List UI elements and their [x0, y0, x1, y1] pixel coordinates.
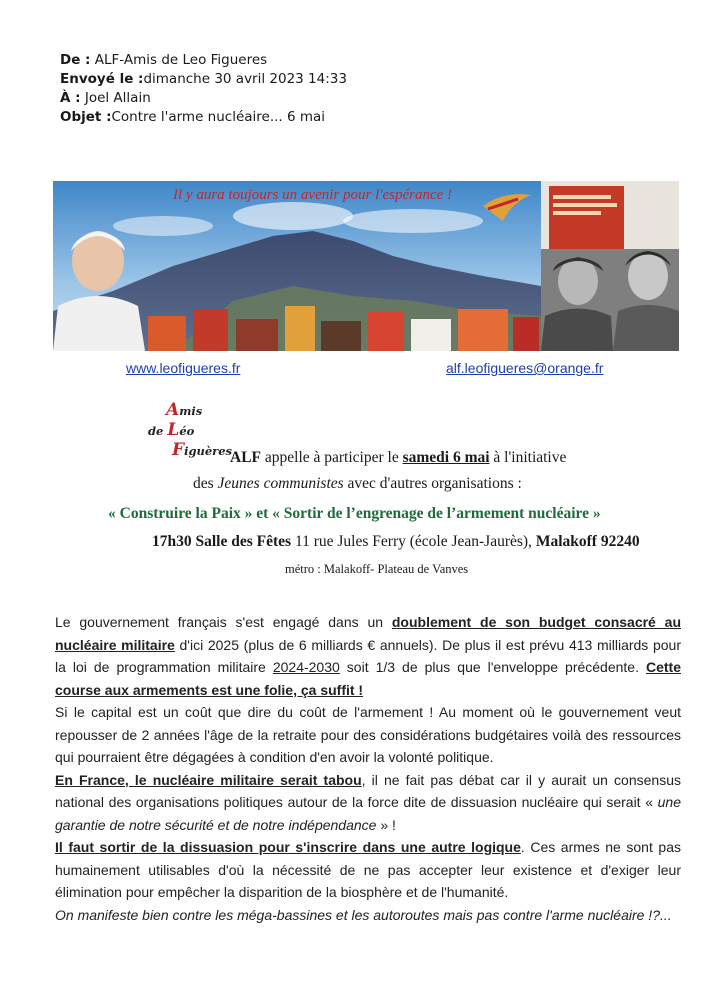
- sent-value: dimanche 30 avril 2023 14:33: [143, 71, 347, 87]
- paragraph-5: [55, 904, 681, 927]
- alf-logo: [138, 400, 238, 464]
- sent-line: [60, 70, 347, 89]
- event-city: Malakoff 92240: [535, 533, 640, 550]
- invite-line-1: [230, 449, 566, 467]
- email-header: [60, 51, 347, 127]
- paragraph-3: En France, le nucléaire militaire serait tabou, il ne fait pas débat car il y aurait un consensus national des organisations politiques autour de la force dite de dissuasion nucléaire qui serait « une garantie de notre sécurité et de notre indépendance » !: [55, 771, 681, 833]
- banner-image: [53, 181, 679, 351]
- paragraph-1: Le gouvernement français s'est engagé dans un doublement de son budget consacré au nucléaire militaire d'ici 2025 (plus de 6 milliards € annuels). De plus il est prévu 413 milliards pour la loi de programmation militaire 2024-2030 soit 1/3 de plus que l'enveloppe précédente. Cette course aux armements est une folie, ça suffit !: [55, 614, 682, 698]
- subject-value: Contre l'arme nucléaire... 6 mai: [111, 109, 326, 125]
- highlight-budget: doublement de son budget consacré au nucléaire militaire: [55, 614, 682, 653]
- event-address: 11 rue Jules Ferry (école Jean-Jaurès),: [291, 533, 536, 550]
- from-line: [60, 51, 347, 70]
- closing-remark: On manifeste bien contre les méga-bassines et les autoroutes mais pas contre l'arme nucléaire !?...: [55, 906, 672, 923]
- paragraph-4: Il faut sortir de la dissuasion pour s'inscrire dans une autre logique. Ces armes ne sont pas humainement utilisables d'où la nécessité de ne pas accepter leur existence et d'exiger leur élimination pour empêcher la disparition de la biosphère et de l'humanité.: [55, 839, 681, 900]
- to-value: Joel Allain: [84, 90, 151, 106]
- logo-line-figueres: Figuères: [172, 440, 233, 460]
- paragraph-2: Si le capital est un coût que dire du coût de l'armement ! Au moment où le gouvernement veut repousser de 2 années l'âge de la retraite pour des considérations budgétaires voilà des ressources qui pourraient être dégagées à condition d'en avoir la volonté politique.: [55, 704, 681, 765]
- invite-text-b: à l'initiative: [489, 449, 567, 466]
- invite-line-2: [193, 475, 522, 493]
- email-link[interactable]: alf.leofigueres@orange.fr: [446, 360, 604, 376]
- quote-guarantee: une garantie de notre sécurité et de notre indépendance: [55, 794, 681, 833]
- banner-motto: Il y aura toujours un avenir pour l'espérance !: [173, 187, 453, 203]
- banner-illustration: [53, 181, 679, 351]
- highlight-taboo: En France, le nucléaire militaire serait tabou: [55, 771, 362, 788]
- years-range: 2024-2030: [272, 659, 340, 675]
- website-link[interactable]: www.leofigueres.fr: [126, 360, 241, 376]
- logo-line-de-leo: de Léo: [148, 420, 195, 440]
- alf-acronym: ALF: [230, 449, 261, 466]
- event-date: samedi 6 mai: [402, 449, 490, 466]
- logo-line-amis: Amis: [166, 400, 203, 420]
- from-label: De :: [60, 52, 91, 68]
- from-value: ALF-Amis de Leo Figueres: [94, 52, 268, 68]
- subject-line: [60, 108, 347, 127]
- body-text: [55, 611, 681, 926]
- event-slogan: « Construire la Paix » et « Sortir de l’engrenage de l’armement nucléaire »: [108, 505, 601, 522]
- highlight-logic: Il faut sortir de la dissuasion pour s'inscrire dans une autre logique: [55, 839, 521, 855]
- organizer-name: Jeunes communistes: [217, 475, 344, 492]
- invite-text-c: des: [193, 475, 218, 492]
- sent-label: Envoyé le :: [60, 71, 144, 87]
- invite-text-a: appelle à participer le: [261, 449, 403, 466]
- event-time-place: 17h30 Salle des Fêtes: [152, 533, 292, 550]
- metro-info: métro : Malakoff- Plateau de Vanves: [285, 562, 469, 576]
- to-label: À :: [60, 90, 81, 106]
- highlight-folly: Cette course aux armements est une folie, ça suffit !: [55, 659, 681, 698]
- to-line: [60, 89, 347, 108]
- subject-label: Objet :: [60, 109, 112, 125]
- invite-text-d: avec d'autres organisations :: [343, 475, 522, 492]
- event-location: [152, 533, 640, 551]
